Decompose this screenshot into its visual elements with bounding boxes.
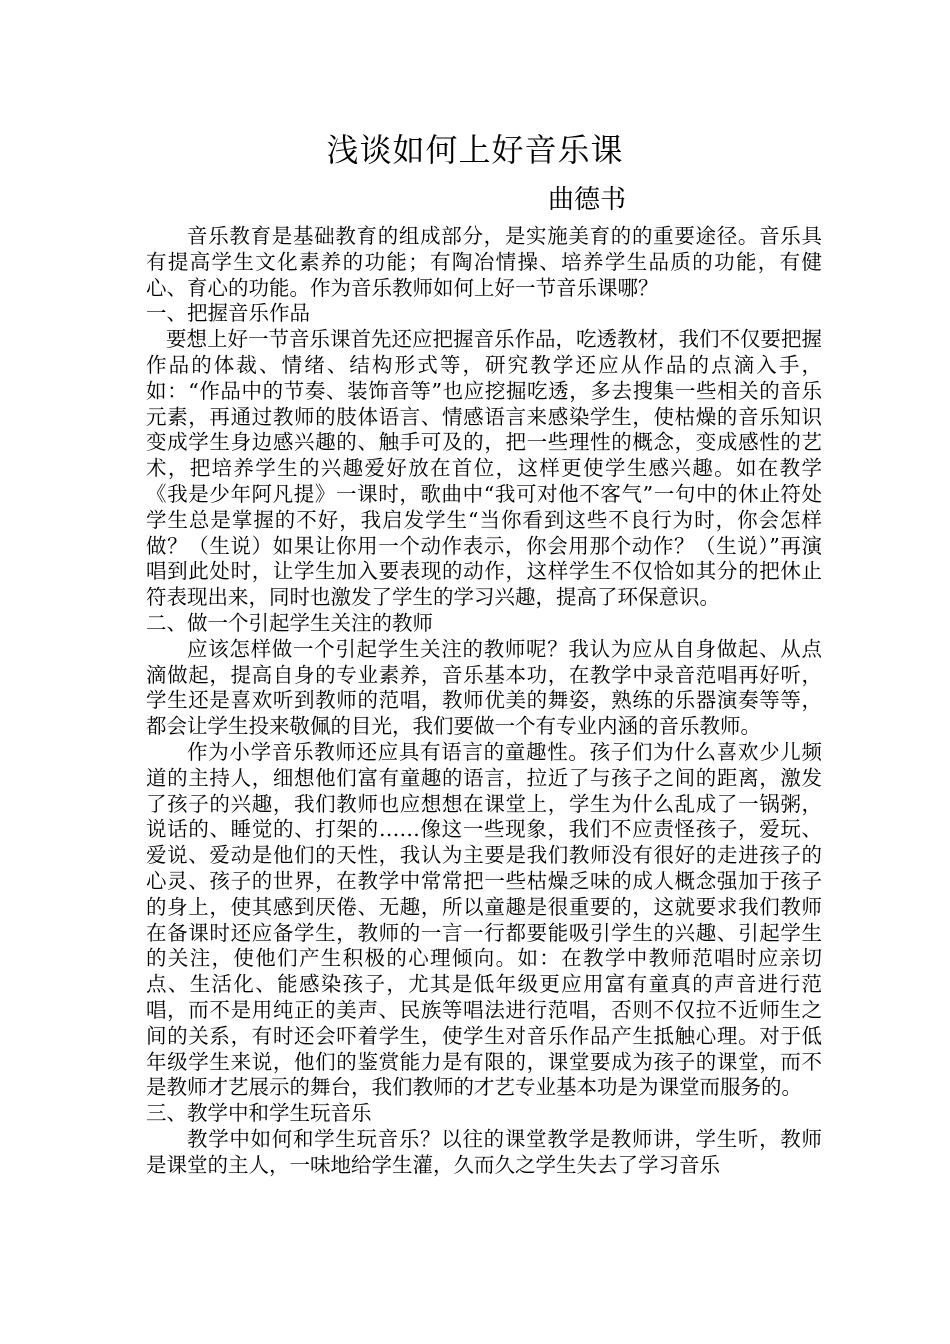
- section-heading-2: 二、做一个引起学生关注的教师: [146, 610, 433, 635]
- section-1-paragraph: 要想上好一节音乐课首先还应把握音乐作品，吃透教材，我们不仅要把握作品的体裁、情绪、结构形式等，研究教学还应从作品的点滴入手，如：“作品中的节奏、装饰音等”也应挖掘吃透，多去搜集一些相关的音乐元素，再通过教师的肢体语言、情感语言来感染学生，使枯燥的音乐知识变成学生身边感兴趣的、触手可及的，把一些理性的概念，变成感性的艺术，把培养学生的兴趣爱好放在首位，这样更使学生感兴趣。如在教学《我是少年阿凡提》一课时，歌曲中“我可对他不客气”一句中的休止符处学生总是掌握的不好，我启发学生“当你看到这些不良行为时，你会怎样做？（生说）如果让你用一个动作表示，你会用那个动作？（生说）”再演唱到此处时，让学生加入要表现的动作，这样学生不仅恰如其分的把休止符表现出来，同时也激发了学生的学习兴趣，提高了环保意识。: [146, 327, 822, 610]
- section-heading-3: 三、教学中和学生玩音乐: [146, 1101, 372, 1126]
- section-3-paragraph: 教学中如何和学生玩音乐？以往的课堂教学是教师讲，学生听，教师是课堂的主人，一味地给学生灌，久而久之学生失去了学习音乐: [146, 1126, 822, 1177]
- section-2-paragraph-1: 应该怎样做一个引起学生关注的教师呢？我认为应从自身做起、从点滴做起，提高自身的专业素养，音乐基本功，在教学中录音范唱再好听，学生还是喜欢听到教师的范唱，教师优美的舞姿，熟练的乐器演奏等等，都会让学生投来敬佩的目光，我们要做一个有专业内涵的音乐教师。: [146, 636, 822, 739]
- section-heading-1: 一、把握音乐作品: [146, 301, 310, 326]
- document-body: [146, 224, 822, 1178]
- document-title: 浅谈如何上好音乐课: [326, 131, 624, 169]
- document-author: 曲德书: [548, 185, 627, 215]
- section-2-paragraph-2: 作为小学音乐教师还应具有语言的童趣性。孩子们为什么喜欢少儿频道的主持人，细想他们富有童趣的语言，拉近了与孩子之间的距离，激发了孩子的兴趣，我们教师也应想想在课堂上，学生为什么乱成了一锅粥，说话的、睡觉的、打架的……像这一些现象，我们不应责怪孩子，爱玩、爱说、爱动是他们的天性，我认为主要是我们教师没有很好的走进孩子的心灵、孩子的世界，在教学中常常把一些枯燥乏味的成人概念强加于孩子的身上，使其感到厌倦、无趣，所以童趣是很重要的，这就要求我们教师在备课时还应备学生，教师的一言一行都要能吸引学生的兴趣、引起学生的关注，使他们产生积极的心理倾向。如：在教学中教师范唱时应亲切点、生活化、能感染孩子，尤其是低年级更应用富有童真的声音进行范唱，而不是用纯正的美声、民族等唱法进行范唱，否则不仅拉不近师生之间的关系，有时还会吓着学生，使学生对音乐作品产生抵触心理。对于低年级学生来说，他们的鉴赏能力是有限的，课堂要成为孩子的课堂，而不是教师才艺展示的舞台，我们教师的才艺专业基本功是为课堂而服务的。: [146, 739, 822, 1100]
- intro-paragraph: 音乐教育是基础教育的组成部分，是实施美育的的重要途径。音乐具有提高学生文化素养的功能；有陶冶情操、培养学生品质的功能，有健心、育心的功能。作为音乐教师如何上好一节音乐课哪？: [146, 224, 822, 300]
